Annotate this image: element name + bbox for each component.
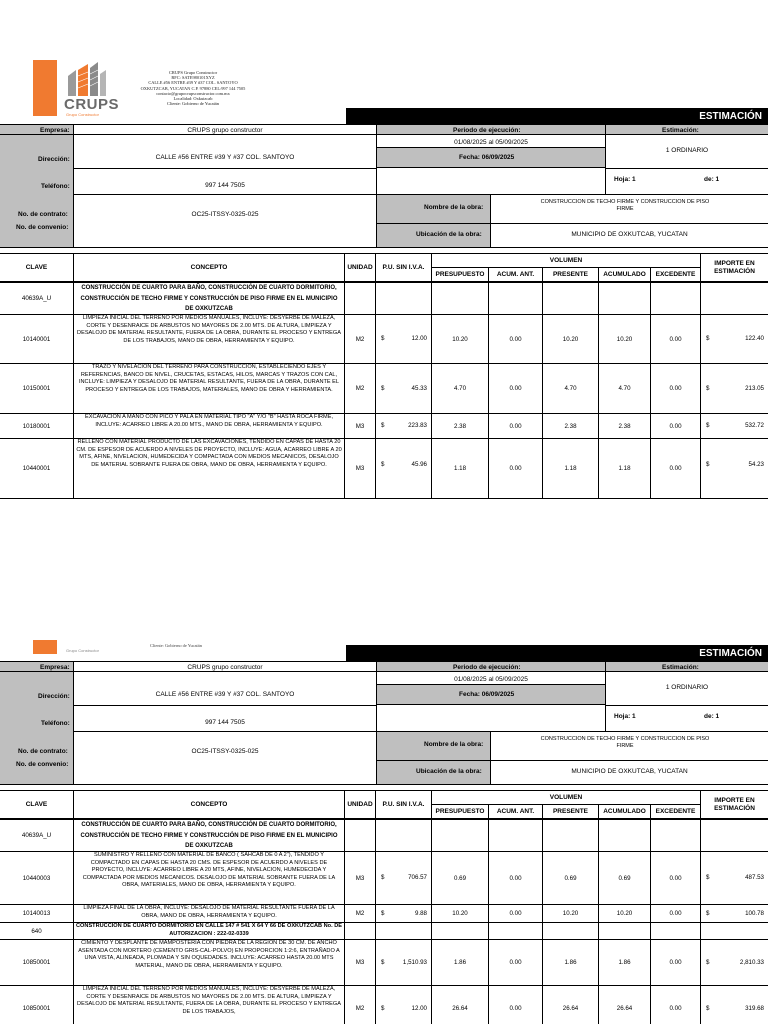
col-acum-ant: ACUM. ANT.: [489, 805, 543, 819]
row-unidad: M2: [345, 315, 376, 364]
col-acum-ant: ACUM. ANT.: [489, 268, 543, 282]
empresa-value: CRUPS grupo constructor: [187, 664, 263, 671]
row-excedente: 0.00: [651, 414, 701, 439]
row-acum-ant: 0.00: [489, 940, 543, 986]
currency-symbol: $: [706, 1005, 710, 1012]
row-concepto: SUMINISTRO Y RELLENO CON MATERIAL DE BANCO ( SAHCAB DE 0 A 2"), TENDIDO Y COMPACTADO EN CAPAS DE HASTA 20 CMS. DE ESPESOR DE ACUERDO A NIVELES DE PROYECTO, INCLUYE: ACARREO LIBRE A 20 MTS, AFINE, NIVELACION, HUMEDECIDA Y COMPACTADA POR MEDIOS MECANICOS. DESALOJO DE MATERIAL SOBRANTE FUERA DE LA OBRA, MATERIALES, MANO DE OBRA, HERRAMIENTA Y EQUIPO.: [74, 852, 345, 905]
de-value: de: 1: [704, 713, 720, 720]
row-clave: 10850001: [0, 986, 74, 1024]
currency-symbol: $: [706, 335, 710, 342]
row-presupuesto: 26.64: [432, 986, 489, 1024]
row-pu: [376, 852, 432, 905]
col-volumen: VOLUMEN: [432, 254, 701, 268]
col-unidad: UNIDAD: [345, 254, 376, 282]
currency-symbol: $: [381, 335, 385, 342]
company-info-line: Localidad: Oxkutzcab: [173, 96, 213, 102]
direccion-label: Dirección:: [38, 156, 70, 163]
row-clave: 10140013: [0, 905, 74, 923]
row-clave: 10440003: [0, 852, 74, 905]
table-header: [0, 790, 768, 820]
obra-value: CONSTRUCCION DE TECHO FIRME Y CONSTRUCCION DE PISO FIRME: [540, 736, 710, 749]
pu-value: 9.88: [414, 910, 427, 917]
table-row: [0, 852, 768, 905]
importe-value: 100.78: [745, 910, 764, 917]
estimacion-label: Estimación:: [662, 127, 699, 134]
row-presente: 1.86: [543, 940, 599, 986]
table-row: [0, 940, 768, 986]
table-header: [0, 253, 768, 283]
row-importe: [701, 905, 768, 923]
row-presente: 4.70: [543, 364, 599, 414]
row-clave: 10850001: [0, 940, 74, 986]
row-pu: [376, 414, 432, 439]
row-concepto: CONSTRUCCIÓN DE CUARTO PARA BAÑO, CONSTRUCCIÓN DE CUARTO DORMITORIO, CONSTRUCCIÓN DE TECHO FIRME Y CONSTRUCCIÓN DE PISO FIRME EN EL MUNICIPIO DE OXKUTZCAB: [74, 820, 345, 852]
telefono-value: 997 144 7505: [205, 719, 245, 726]
row-presupuesto: 10.20: [432, 905, 489, 923]
header-block: [0, 645, 768, 785]
col-clave: CLAVE: [0, 254, 74, 282]
table-row: [0, 364, 768, 414]
fecha-value: Fecha: 06/09/2025: [459, 691, 515, 698]
row-unidad: M2: [345, 986, 376, 1024]
row-concepto: CONSTRUCCION DE CUARTO DORMITORIO EN CALLE 147 # 541 X 64 Y 66 DE OXKUTZCAB No. DE AUTORIZACION : 222-02-0339: [74, 923, 345, 940]
company-info-line: CALLE #56 ENTRE #39 Y #37 COL. SANTOYO: [148, 80, 238, 86]
col-concepto: CONCEPTO: [74, 254, 345, 282]
pu-value: 12.00: [411, 335, 427, 342]
periodo-value: 01/08/2025 al 05/09/2025: [454, 139, 528, 146]
company-info-line: Cliente: Gobierno de Yucatán: [150, 643, 202, 648]
row-presente: 10.20: [543, 905, 599, 923]
row-importe: [701, 414, 768, 439]
company-info-line: OXKUTZCAB, YUCATAN C.P. 97880 CEL:997 144 7505: [140, 85, 246, 91]
telefono-label: Teléfono:: [41, 183, 70, 190]
row-importe: [701, 852, 768, 905]
pu-value: 1,510.93: [402, 959, 427, 966]
row-excedente: 0.00: [651, 439, 701, 499]
row-acumulado: 1.86: [599, 940, 651, 986]
row-acum-ant: 0.00: [489, 315, 543, 364]
table-row: [0, 315, 768, 364]
pu-value: 706.57: [408, 874, 427, 881]
telefono-value: 997 144 7505: [205, 182, 245, 189]
row-importe: [701, 315, 768, 364]
row-presupuesto: 2.38: [432, 414, 489, 439]
row-presupuesto: 1.18: [432, 439, 489, 499]
row-pu: [376, 439, 432, 499]
direccion-value: CALLE #56 ENTRE #39 Y #37 COL. SANTOYO: [155, 154, 295, 161]
currency-symbol: $: [381, 422, 385, 429]
row-concepto: TRAZO Y NIVELACION DEL TERRENO PARA CONSTRUCCION, ESTABLECIENDO EJES Y REFERENCIAS, BANCO DE NIVEL, CRUCETAS, ESTACAS, HILOS, MARCAS Y TRAZOS CON CAL, INCLUYE: LIMPIEZA Y DESALOJO DE MATERIAL RESULTANTE, FUERA DE LA OBRA, DURANTE EL PROCESO Y ENTREGA DE LOS TRABAJOS, MATERIALES, MANO DE OBRA Y HERRAMIENTA.: [74, 364, 345, 414]
row-excedente: 0.00: [651, 940, 701, 986]
row-acum-ant: 0.00: [489, 439, 543, 499]
row-acumulado: 26.64: [599, 986, 651, 1024]
row-importe: [701, 986, 768, 1024]
logo-subtext: Grupo Constructor: [66, 648, 99, 653]
hoja-value: Hoja: 1: [614, 176, 636, 183]
col-acumulado: ACUMULADO: [599, 268, 651, 282]
row-clave: 10180001: [0, 414, 74, 439]
periodo-label: Periodo de ejecución:: [453, 664, 521, 671]
row-acumulado: 10.20: [599, 315, 651, 364]
row-excedente: 0.00: [651, 905, 701, 923]
ubicacion-value: MUNICIPIO DE OXKUTCAB, YUCATAN: [571, 768, 688, 775]
importe-value: 319.68: [745, 1005, 764, 1012]
contrato-label: No. de contrato:: [18, 211, 68, 218]
row-concepto: CONSTRUCCIÓN DE CUARTO PARA BAÑO, CONSTRUCCIÓN DE CUARTO DORMITORIO, CONSTRUCCIÓN DE TECHO FIRME Y CONSTRUCCIÓN DE PISO FIRME EN EL MUNICIPIO DE OXKUTZCAB: [74, 283, 345, 315]
table-row: [0, 986, 768, 1024]
row-excedente: 0.00: [651, 364, 701, 414]
importe-value: 54.23: [748, 461, 764, 468]
row-clave: 10150001: [0, 364, 74, 414]
importe-value: 532.72: [745, 422, 764, 429]
row-unidad: M2: [345, 905, 376, 923]
row-presupuesto: 0.69: [432, 852, 489, 905]
ubicacion-label: Ubicación de la obra:: [416, 231, 482, 238]
col-excedente: EXCEDENTE: [651, 805, 701, 819]
importe-value: 122.40: [745, 335, 764, 342]
row-pu: [376, 940, 432, 986]
contrato-label: No. de contrato:: [18, 748, 68, 755]
row-concepto: CIMIENTO Y DESPLANTE DE MAMPOSTERIA CON PIEDRA DE LA REGION DE 30 CM. DE ANCHO ASENTADA CON MORTERO (CEMENTO GRIS-CAL-POLVO) EN PROPORCION 1:2:6, ENTRAÑADO A UNA VISTA, ALINEADA, PLOMADA Y SIN OQUEDADES. INCLUYE: ACARREO HASTA 20.00 MTS MATERIAL, MANO DE OBRA, HERRAMIENTA Y EQUIPO.: [74, 940, 345, 986]
table-row: [0, 414, 768, 439]
row-concepto: RELLENO CON MATERIAL PRODUCTO DE LAS EXCAVACIONES, TENDIDO EN CAPAS DE HASTA 20 CM. DE ESPESOR DE ACUERDO A NIVELES DE PROYECTO, INCLUYE: AGUA, ACARREO LIBRE A 20 MTS, AFINE, NIVELACION, HUMEDECIDA Y COMPACTADA CON MEDIOS MECANICOS, DESALOJO DE MATERIAL SOBRANTE FUERA DE OBRA, MANO DE OBRA, HERRAMIENTA Y EQUIPO.: [74, 439, 345, 499]
row-presente: 1.18: [543, 439, 599, 499]
obra-label: Nombre de la obra:: [424, 204, 484, 211]
company-info-line: RFC: SATE980101XYZ: [171, 75, 215, 81]
importe-value: 487.53: [745, 874, 764, 881]
row-presente: 10.20: [543, 315, 599, 364]
ubicacion-value: MUNICIPIO DE OXKUTCAB, YUCATAN: [571, 231, 688, 238]
currency-symbol: $: [381, 461, 385, 468]
row-acumulado: 0.69: [599, 852, 651, 905]
empresa-label: Empresa:: [40, 127, 70, 134]
pu-value: 45.96: [411, 461, 427, 468]
row-presente: 0.69: [543, 852, 599, 905]
col-presente: PRESENTE: [543, 268, 599, 282]
row-excedente: 0.00: [651, 315, 701, 364]
row-unidad: M3: [345, 852, 376, 905]
direccion-value: CALLE #56 ENTRE #39 Y #37 COL. SANTOYO: [155, 691, 295, 698]
row-unidad: M3: [345, 439, 376, 499]
row-excedente: 0.00: [651, 852, 701, 905]
col-pu: P.U. SIN I.V.A.: [376, 254, 432, 282]
estimacion-banner: ESTIMACIÓN: [346, 108, 768, 125]
row-acum-ant: 0.00: [489, 905, 543, 923]
estimate-page-1: [0, 0, 768, 500]
col-clave: CLAVE: [0, 791, 74, 819]
row-acumulado: 4.70: [599, 364, 651, 414]
company-info: [118, 70, 268, 106]
fecha-value: Fecha: 06/09/2025: [459, 154, 515, 161]
currency-symbol: $: [381, 959, 385, 966]
row-acum-ant: 0.00: [489, 852, 543, 905]
header-block: [0, 108, 768, 248]
row-concepto: EXCAVACION A MANO CON PICO Y PALA EN MATERIAL TIPO "A" Y/O "B" HASTA ROCA FIRME, INCLUYE: ACARREO LIBRE A 20.00 MTS., MANO DE OBRA, HERRAMIENTA Y EQUIPO.: [74, 414, 345, 439]
col-importe: IMPORTE EN ESTIMACIÓN: [701, 254, 768, 282]
table-row: [0, 905, 768, 923]
col-presente: PRESENTE: [543, 805, 599, 819]
ubicacion-label: Ubicación de la obra:: [416, 768, 482, 775]
row-concepto: LIMPIEZA INICIAL DEL TERRENO POR MEDIOS MANUALES, INCLUYE: DESYERBE DE MALEZA, CORTE Y DESENRAICE DE ARBUSTOS NO MAYORES DE 2.00 MTS. DE ALTURA, LIMPIEZA Y DESALOJO DE MATERIAL RESULTANTE, FUERA DE LA OBRA, DURANTE EL PROCESO Y ENTREGA DE LOS TRABAJOS,: [74, 986, 345, 1024]
col-acumulado: ACUMULADO: [599, 805, 651, 819]
row-concepto: LIMPIEZA INICIAL DEL TERRENO POR MEDIOS MANUALES, INCLUYE: DESYERBE DE MALEZA, CORTE Y DESENRAICE DE ARBUSTOS NO MAYORES DE 2.00 MTS. DE ALTURA, LIMPIEZA Y DESALOJO DE MATERIAL RESULTANTE, FUERA DE LA OBRA, DURANTE EL PROCESO Y ENTREGA DE LOS TRABAJOS, MANO DE OBRA, HERRAMIENTA Y EQUIPO.: [74, 315, 345, 364]
col-volumen: VOLUMEN: [432, 791, 701, 805]
telefono-label: Teléfono:: [41, 720, 70, 727]
row-presupuesto: 1.86: [432, 940, 489, 986]
row-presente: 26.64: [543, 986, 599, 1024]
estimacion-banner: ESTIMACIÓN: [346, 645, 768, 662]
empresa-value: CRUPS grupo constructor: [187, 127, 263, 134]
table-row: [0, 283, 768, 315]
row-pu: [376, 315, 432, 364]
col-importe: IMPORTE EN ESTIMACIÓN: [701, 791, 768, 819]
table-row: [0, 923, 768, 940]
row-acumulado: 1.18: [599, 439, 651, 499]
contrato-value: OC25-ITSSY-0325-025: [191, 211, 259, 218]
row-concepto: LIMPIEZA FINAL DE LA OBRA, INCLUYE: DESALOJO DE MATERIAL RESULTANTE FUERA DE LA OBRA, MANO DE OBRA, HERRAMIENTA Y EQUIPO.: [74, 905, 345, 923]
convenio-label: No. de convenio:: [16, 761, 69, 768]
col-presupuesto: PRESUPUESTO: [432, 805, 489, 819]
logo-text: CRUPS: [64, 96, 120, 113]
row-clave: 640: [0, 923, 74, 940]
currency-symbol: $: [381, 385, 385, 392]
importe-value: 213.05: [745, 385, 764, 392]
col-unidad: UNIDAD: [345, 791, 376, 819]
obra-value: CONSTRUCCION DE TECHO FIRME Y CONSTRUCCION DE PISO FIRME: [540, 199, 710, 212]
contrato-value: OC25-ITSSY-0325-025: [191, 748, 259, 755]
table-row: [0, 820, 768, 852]
row-unidad: M2: [345, 364, 376, 414]
currency-symbol: $: [706, 874, 710, 881]
company-info-line: CRUPS Grupo Constructor: [168, 70, 218, 75]
hoja-value: Hoja: 1: [614, 713, 636, 720]
company-info-line: contacto@grupocrupsconstructor.com.mx: [156, 90, 230, 96]
pu-value: 45.33: [411, 385, 427, 392]
row-pu: [376, 986, 432, 1024]
col-presupuesto: PRESUPUESTO: [432, 268, 489, 282]
col-pu: P.U. SIN I.V.A.: [376, 791, 432, 819]
col-excedente: EXCEDENTE: [651, 268, 701, 282]
row-acumulado: 10.20: [599, 905, 651, 923]
currency-symbol: $: [381, 874, 385, 881]
row-acum-ant: 0.00: [489, 986, 543, 1024]
row-clave: 10440001: [0, 439, 74, 499]
estimacion-label: Estimación:: [662, 664, 699, 671]
periodo-label: Periodo de ejecución:: [453, 127, 521, 134]
row-clave: 40639A_U: [0, 820, 74, 852]
logo-subtext: Grupo Constructor: [66, 112, 99, 117]
row-clave: 40639A_U: [0, 283, 74, 315]
currency-symbol: $: [381, 1005, 385, 1012]
row-acum-ant: 0.00: [489, 414, 543, 439]
estimate-page-2: [0, 640, 768, 1024]
row-importe: [701, 439, 768, 499]
row-importe: [701, 364, 768, 414]
empresa-label: Empresa:: [40, 664, 70, 671]
row-excedente: 0.00: [651, 986, 701, 1024]
currency-symbol: $: [706, 959, 710, 966]
currency-symbol: $: [706, 910, 710, 917]
pu-value: 223.83: [408, 422, 427, 429]
row-clave: 10140001: [0, 315, 74, 364]
building-logo-icon: [64, 62, 110, 96]
currency-symbol: $: [706, 461, 710, 468]
currency-symbol: $: [706, 422, 710, 429]
table-row: [0, 439, 768, 499]
obra-label: Nombre de la obra:: [424, 741, 484, 748]
row-acumulado: 2.38: [599, 414, 651, 439]
periodo-value: 01/08/2025 al 05/09/2025: [454, 676, 528, 683]
row-presupuesto: 10.20: [432, 315, 489, 364]
row-unidad: M3: [345, 940, 376, 986]
pu-value: 12.00: [411, 1005, 427, 1012]
currency-symbol: $: [381, 910, 385, 917]
de-value: de: 1: [704, 176, 720, 183]
col-concepto: CONCEPTO: [74, 791, 345, 819]
estimacion-value: 1 ORDINARIO: [665, 684, 709, 691]
convenio-label: No. de convenio:: [16, 224, 69, 231]
row-unidad: M3: [345, 414, 376, 439]
row-presupuesto: 4.70: [432, 364, 489, 414]
row-presente: 2.38: [543, 414, 599, 439]
company-info-line: Cliente: Gobierno de Yucatán: [167, 101, 219, 107]
direccion-label: Dirección:: [38, 693, 70, 700]
row-pu: [376, 364, 432, 414]
row-pu: [376, 905, 432, 923]
row-importe: [701, 940, 768, 986]
importe-value: 2,810.33: [739, 959, 764, 966]
row-acum-ant: 0.00: [489, 364, 543, 414]
estimacion-value: 1 ORDINARIO: [665, 147, 709, 154]
currency-symbol: $: [706, 385, 710, 392]
